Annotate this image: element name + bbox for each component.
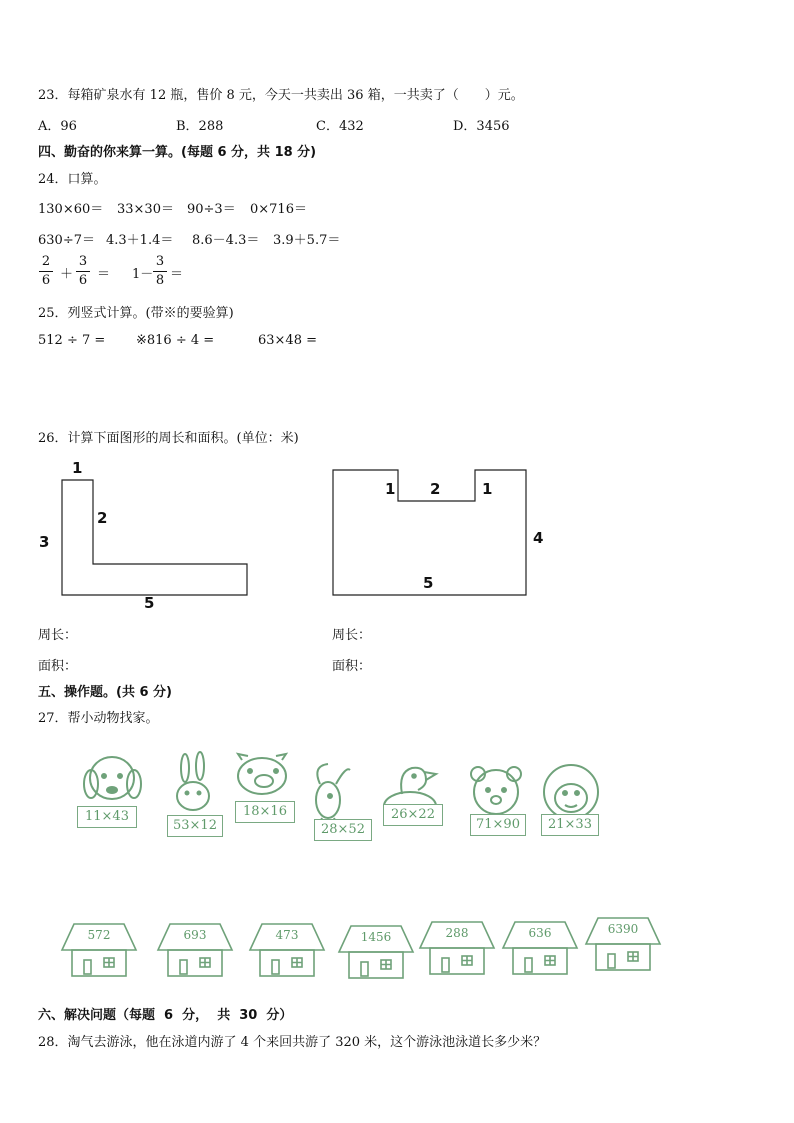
house-5 xyxy=(418,918,496,976)
equals-sign: ＝ xyxy=(97,267,111,282)
shape2-bottom-label: 5 xyxy=(423,574,434,592)
denominator: 6 xyxy=(41,273,51,288)
denominator: 8 xyxy=(155,273,165,288)
pig-card: 18×16 xyxy=(235,801,295,823)
house-number: 572 xyxy=(87,928,111,942)
l-shape-inner-label: 2 xyxy=(97,509,108,527)
numerator: 3 xyxy=(78,254,88,269)
monkey-card: 21×33 xyxy=(541,814,599,836)
duck-card: 26×22 xyxy=(383,804,443,826)
calc-4: 0×716＝ xyxy=(250,202,307,217)
perimeter-label-1: 周长： xyxy=(38,628,78,643)
rabbit-icon xyxy=(177,752,209,810)
house-4 xyxy=(337,922,415,980)
vertical-calc-1: 512 ÷ 7 = xyxy=(38,333,106,348)
dog-icon xyxy=(84,757,141,799)
house-1 xyxy=(60,920,138,978)
question-26-title: 26．计算下面图形的周长和面积。(单位：米) xyxy=(38,431,299,446)
calc-2: 33×30＝ xyxy=(117,202,174,217)
option-a: A．96 xyxy=(38,119,77,134)
area-label-2: 面积： xyxy=(332,659,372,674)
numerator: 3 xyxy=(155,254,165,269)
denominator: 6 xyxy=(78,273,88,288)
bear-card: 71×90 xyxy=(470,814,526,836)
notch-left-label: 1 xyxy=(385,480,396,498)
section-5-title: 五、操作题。(共 6 分) xyxy=(38,685,172,700)
question-24-title: 24．口算。 xyxy=(38,172,107,187)
house-number: 693 xyxy=(183,928,207,942)
equals-sign: ＝ xyxy=(170,267,184,282)
plus-sign: ＋ xyxy=(60,267,74,282)
shape2-right-label: 4 xyxy=(533,529,544,547)
house-number: 636 xyxy=(528,926,552,940)
calc-3: 90÷3＝ xyxy=(187,202,236,217)
question-23-text: 23．每箱矿泉水有 12 瓶，售价 8 元，今天一共卖出 36 箱，一共卖了（ ）元。 xyxy=(38,88,524,103)
section-6-title: 六、解决问题（每题 6 分， 共 30 分） xyxy=(38,1008,293,1023)
house-number: 1456 xyxy=(360,930,392,944)
l-shape-top-label: 1 xyxy=(72,459,83,477)
dog-card: 11×43 xyxy=(77,806,137,828)
calc-8: 3.9＋5.7＝ xyxy=(273,233,341,248)
house-number: 6390 xyxy=(607,922,639,936)
house-3 xyxy=(248,920,326,978)
option-d: D．3456 xyxy=(453,119,510,134)
house-number: 288 xyxy=(445,926,469,940)
notch-right-label: 1 xyxy=(482,480,493,498)
one-minus: 1－ xyxy=(132,267,154,282)
goat-card: 28×52 xyxy=(314,819,372,841)
l-shape-left-label: 3 xyxy=(39,533,50,551)
area-label-1: 面积： xyxy=(38,659,78,674)
house-6 xyxy=(501,918,579,976)
question-28-text: 28．淘气去游泳，他在泳道内游了 4 个来回共游了 320 米，这个游泳池泳道长多少米？ xyxy=(38,1035,547,1050)
option-c: C．432 xyxy=(316,119,364,134)
question-25-title: 25．列竖式计算。(带※的要验算) xyxy=(38,306,234,321)
calc-6: 4.3＋1.4＝ xyxy=(106,233,174,248)
vertical-calc-2: ※816 ÷ 4 = xyxy=(136,333,215,348)
monkey-icon xyxy=(544,765,598,819)
notch-mid-label: 2 xyxy=(430,480,441,498)
calc-7: 8.6－4.3＝ xyxy=(192,233,260,248)
l-shape-bottom-label: 5 xyxy=(144,594,155,612)
question-27-title: 27．帮小动物找家。 xyxy=(38,711,159,726)
rabbit-card: 53×12 xyxy=(167,815,223,837)
numerator: 2 xyxy=(41,254,51,269)
perimeter-label-2: 周长： xyxy=(332,628,372,643)
calc-1: 130×60＝ xyxy=(38,202,104,217)
house-number: 473 xyxy=(275,928,299,942)
pig-icon xyxy=(238,754,286,794)
house-7 xyxy=(584,914,662,972)
section-4-title: 四、勤奋的你来算一算。(每题 6 分，共 18 分) xyxy=(38,145,317,160)
house-2 xyxy=(156,920,234,978)
calc-5: 630÷7＝ xyxy=(38,233,95,248)
vertical-calc-3: 63×48 = xyxy=(258,333,318,348)
option-b: B．288 xyxy=(176,119,224,134)
bear-icon xyxy=(471,767,521,814)
